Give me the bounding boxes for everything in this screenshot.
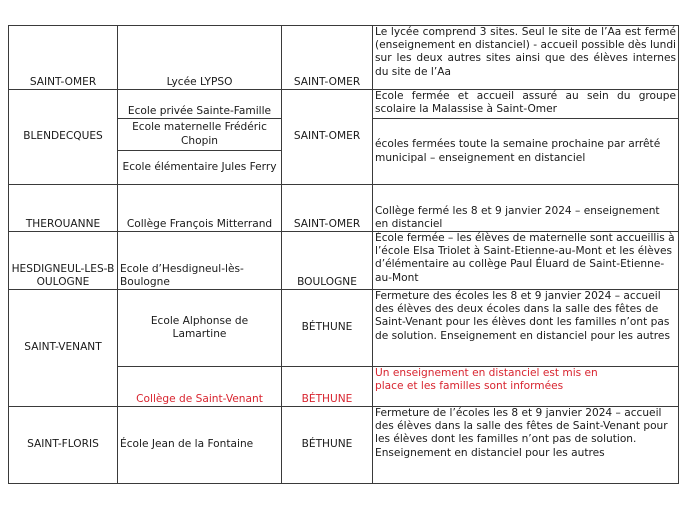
district-cell: BOULOGNE <box>282 232 373 290</box>
commune-cell: SAINT-FLORIS <box>9 407 118 484</box>
table-row <box>9 232 679 290</box>
table-row <box>9 407 679 484</box>
school-cell: École Jean de la Fontaine <box>118 407 282 484</box>
note-cell: Fermeture de l’écoles les 8 et 9 janvier 2024 – accueil des élèves dans la salle des fêtes de Saint-Venant pour les élèves dont les familles n’ont pas de solution. Enseignement en distanciel pour les autres <box>373 407 679 484</box>
table-row <box>9 90 679 119</box>
school-cell: Ecole d’Hesdigneul-lès-Boulogne <box>118 232 282 290</box>
note-cell-highlight: Un enseignement en distanciel est mis en place et les familles sont informées <box>373 367 679 407</box>
school-cell: Lycée LYPSO <box>118 26 282 90</box>
district-cell: SAINT-OMER <box>282 26 373 90</box>
district-cell-highlight: BÉTHUNE <box>282 367 373 407</box>
commune-cell: THEROUANNE <box>9 185 118 232</box>
note-cell: Fermeture des écoles les 8 et 9 janvier 2024 – accueil des élèves des deux écoles dans la salle des fêtes de Saint-Venant pour les élèves dont les familles n’ont pas de solution. Enseignement en distanciel pour les autres <box>373 290 679 367</box>
school-cell: Ecole élémentaire Jules Ferry <box>118 151 282 185</box>
school-closures-table <box>8 25 679 484</box>
table-row <box>9 185 679 232</box>
school-cell: Ecole maternelle Frédéric Chopin <box>118 119 282 151</box>
district-cell: BÉTHUNE <box>282 290 373 367</box>
district-cell: SAINT-OMER <box>282 90 373 185</box>
table-row <box>9 290 679 367</box>
note-cell: Ecole fermée et accueil assuré au sein du groupe scolaire la Malassise à Saint-Omer <box>373 90 679 119</box>
commune-cell: SAINT-OMER <box>9 26 118 90</box>
note-cell: écoles fermées toute la semaine prochaine par arrêté municipal – enseignement en distanciel <box>373 119 679 185</box>
note-cell: Le lycée comprend 3 sites. Seul le site de l’Aa est fermé (enseignement en distanciel) - accueil possible dès lundi sur les deux autres sites ainsi que des élèves internes du site de l’Aa <box>373 26 679 90</box>
commune-cell: SAINT-VENANT <box>9 290 118 407</box>
school-cell: Ecole Alphonse de Lamartine <box>118 290 282 367</box>
note-cell: Collège fermé les 8 et 9 janvier 2024 – enseignement en distanciel <box>373 185 679 232</box>
note-cell: École fermée – les élèves de maternelle sont accueillis à l’école Elsa Triolet à Saint-Etienne-au-Mont et les élèves d’élémentaire au collège Paul Éluard de Saint-Etienne-au-Mont <box>373 232 679 290</box>
table-row <box>9 26 679 90</box>
school-cell: Collège François Mitterrand <box>118 185 282 232</box>
school-cell: Ecole privée Sainte-Famille <box>118 90 282 119</box>
commune-cell: HESDIGNEUL-LES-BOULOGNE <box>9 232 118 290</box>
district-cell: SAINT-OMER <box>282 185 373 232</box>
school-cell-highlight: Collège de Saint-Venant <box>118 367 282 407</box>
district-cell: BÉTHUNE <box>282 407 373 484</box>
commune-cell: BLENDECQUES <box>9 90 118 185</box>
